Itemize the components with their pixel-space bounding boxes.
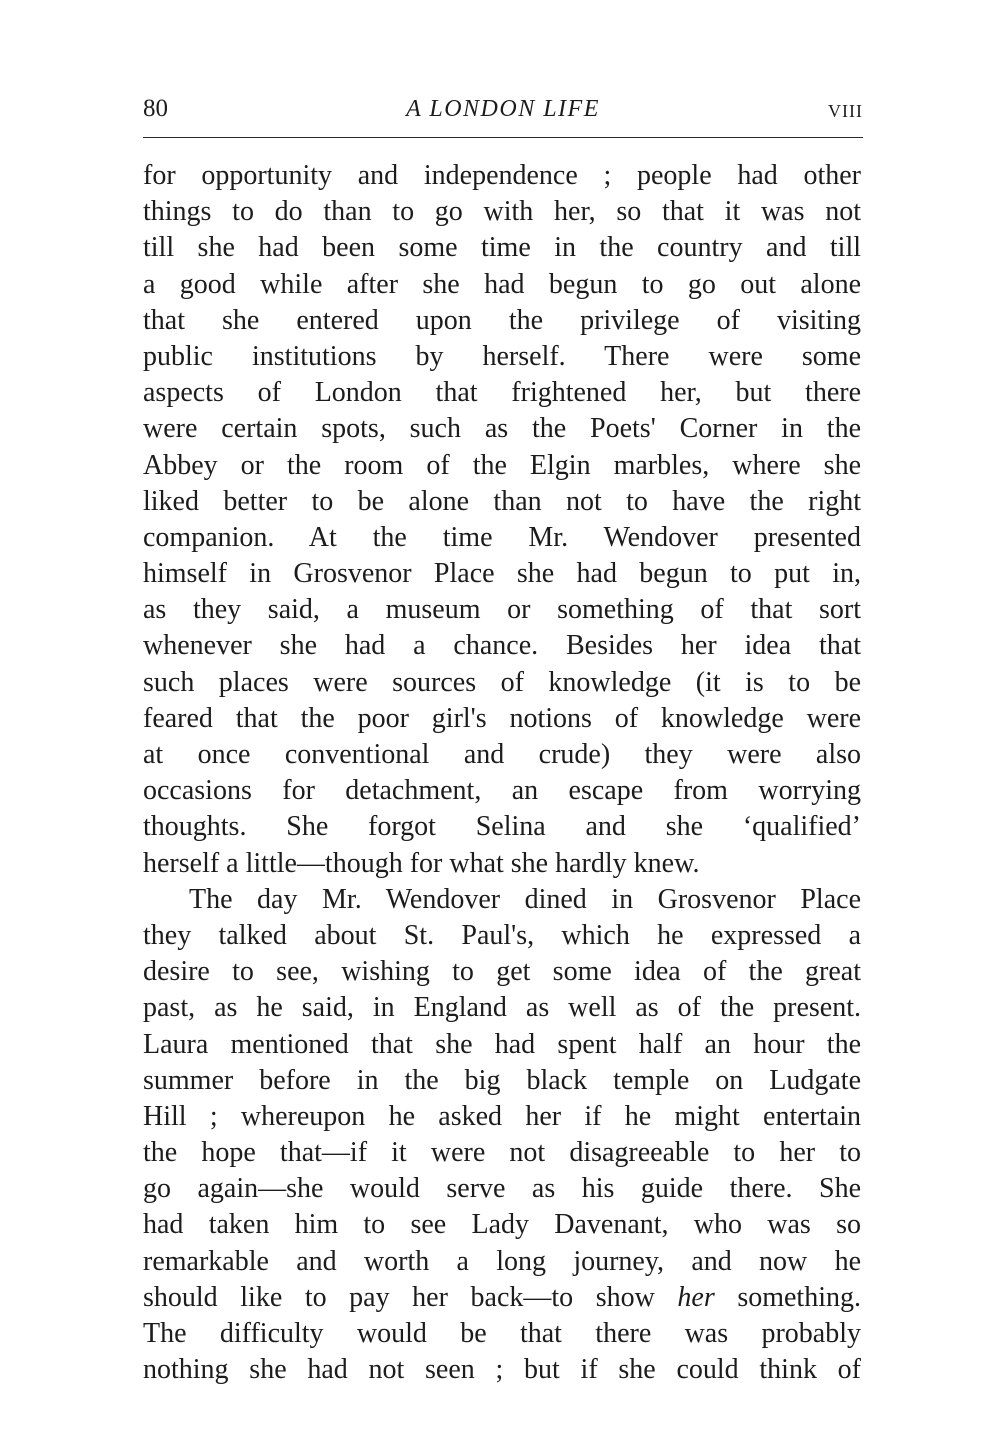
text-line: that she entered upon the privilege of visiting — [143, 304, 861, 336]
text-line: they talked about St. Paul's, which he expressed a — [143, 919, 861, 951]
emphasized-word: her — [677, 1281, 715, 1313]
text-line: thoughts. She forgot Selina and she ‘qualified’ — [143, 811, 861, 843]
text-line: aspects of London that frightened her, but there — [143, 377, 861, 409]
text-line: The difficulty would be that there was probably — [143, 1318, 861, 1349]
chapter-numeral: VIII — [828, 101, 863, 121]
text-line: things to do than to go with her, so that it was not — [143, 196, 861, 228]
text-line: Hill ; whereupon he asked her if he might entertain — [143, 1100, 861, 1132]
text-line: as they said, a museum or something of that sort — [143, 594, 861, 626]
text-line: occasions for detachment, an escape from worrying — [143, 775, 861, 807]
text-line: companion. At the time Mr. Wendover presented — [143, 521, 861, 553]
text-line: Abbey or the room of the Elgin marbles, where she — [143, 449, 861, 481]
header-rule — [143, 137, 863, 138]
text-line: go again—she would serve as his guide there. She — [143, 1173, 861, 1205]
running-head — [143, 92, 863, 126]
text-line: feared that the poor girl's notions of knowledge were — [143, 702, 861, 734]
running-title: A LONDON LIFE — [406, 96, 600, 122]
text-line: past, as he said, in England as well as of the present. — [143, 992, 861, 1024]
text-line: public institutions by herself. There were some — [143, 340, 861, 372]
text-line: Laura mentioned that she had spent half an hour the — [143, 1028, 861, 1060]
text-line: himself in Grosvenor Place she had begun to put in, — [143, 558, 861, 590]
text-line: such places were sources of knowledge (it is to be — [143, 666, 861, 698]
line-start: should like to pay her back—to show — [143, 1281, 655, 1313]
body-text — [143, 158, 861, 1388]
text-line: till she had been some time in the country and till — [143, 232, 861, 264]
text-line: summer before in the big black temple on Ludgate — [143, 1064, 861, 1096]
text-line: nothing she had not seen ; but if she could think of — [143, 1354, 861, 1386]
text-line: liked better to be alone than not to have the right — [143, 485, 861, 517]
text-line-with-emphasis — [143, 1280, 861, 1316]
text-line: desire to see, wishing to get some idea of the great — [143, 956, 861, 988]
text-line: were certain spots, such as the Poets' Corner in the — [143, 413, 861, 445]
page-number: 80 — [143, 95, 168, 122]
text-line: for opportunity and independence ; people had other — [143, 160, 861, 191]
text-line: the hope that—if it were not disagreeable to her to — [143, 1137, 861, 1169]
text-line: had taken him to see Lady Davenant, who was so — [143, 1209, 861, 1241]
text-line: whenever she had a chance. Besides her idea that — [143, 630, 861, 662]
text-line: at once conventional and crude) they were also — [143, 739, 861, 770]
line-end: something. — [737, 1281, 861, 1313]
text-line: a good while after she had begun to go out alone — [143, 268, 861, 300]
text-line: remarkable and worth a long journey, and now he — [143, 1245, 861, 1277]
paragraph-start-line: The day Mr. Wendover dined in Grosvenor Place — [189, 883, 861, 915]
paragraph-end-line: herself a little—though for what she hardly knew. — [143, 847, 700, 879]
